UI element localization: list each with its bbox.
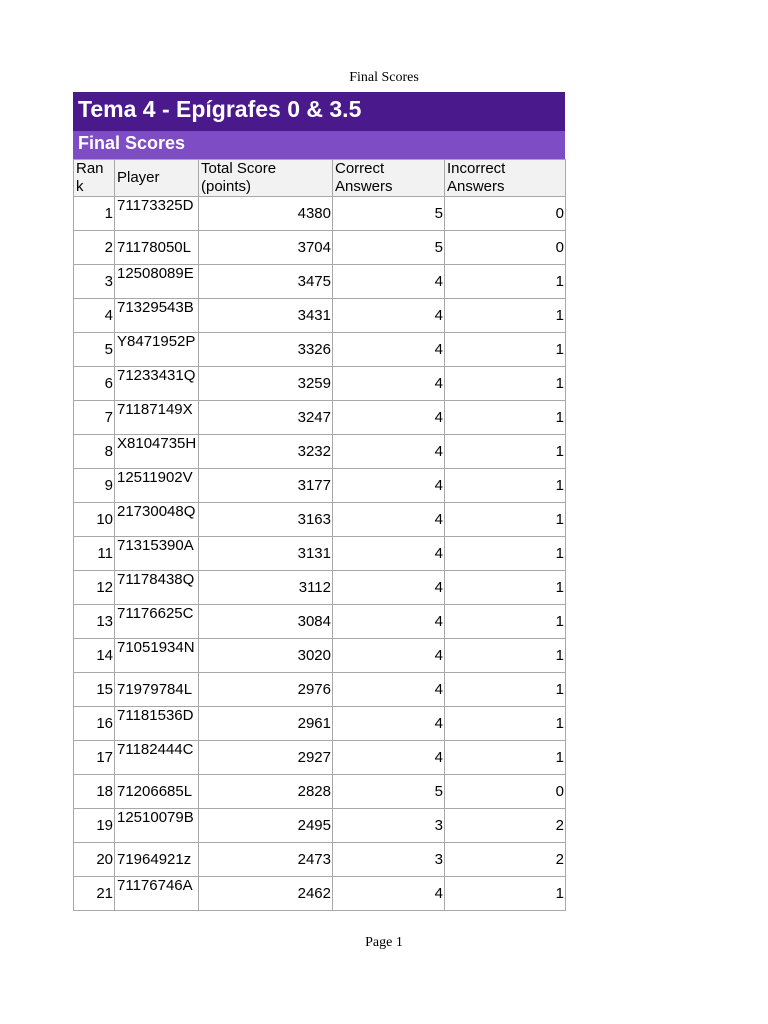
correct-cell: 4 bbox=[333, 707, 445, 741]
incorrect-cell: 1 bbox=[445, 367, 566, 401]
total-score-cell: 3431 bbox=[199, 299, 333, 333]
player-cell: 12511902V bbox=[115, 469, 199, 503]
table-row bbox=[74, 809, 566, 843]
player-cell: 71979784L bbox=[115, 673, 199, 707]
rank-cell: 6 bbox=[74, 367, 115, 401]
table-row bbox=[74, 605, 566, 639]
correct-cell: 4 bbox=[333, 741, 445, 775]
player-cell: 71176625C bbox=[115, 605, 199, 639]
table-row bbox=[74, 707, 566, 741]
correct-cell: 4 bbox=[333, 333, 445, 367]
player-cell: 71173325D bbox=[115, 197, 199, 231]
incorrect-cell: 1 bbox=[445, 639, 566, 673]
rank-cell: 20 bbox=[74, 843, 115, 877]
incorrect-cell: 1 bbox=[445, 741, 566, 775]
table-row bbox=[74, 197, 566, 231]
total-score-cell: 2462 bbox=[199, 877, 333, 911]
total-score-cell: 2976 bbox=[199, 673, 333, 707]
table-row bbox=[74, 231, 566, 265]
correct-cell: 4 bbox=[333, 367, 445, 401]
correct-cell: 4 bbox=[333, 639, 445, 673]
rank-cell: 1 bbox=[74, 197, 115, 231]
table-row bbox=[74, 571, 566, 605]
rank-cell: 10 bbox=[74, 503, 115, 537]
correct-cell: 4 bbox=[333, 401, 445, 435]
header-incorrect bbox=[445, 160, 566, 197]
total-score-cell: 3247 bbox=[199, 401, 333, 435]
sheet-title: Tema 4 - Epígrafes 0 & 3.5 bbox=[73, 92, 565, 131]
correct-cell: 4 bbox=[333, 435, 445, 469]
total-score-cell: 3163 bbox=[199, 503, 333, 537]
total-score-cell: 3177 bbox=[199, 469, 333, 503]
table-row bbox=[74, 673, 566, 707]
correct-cell: 4 bbox=[333, 503, 445, 537]
rank-cell: 8 bbox=[74, 435, 115, 469]
score-sheet bbox=[73, 92, 565, 911]
player-cell: 71206685L bbox=[115, 775, 199, 809]
total-score-cell: 2961 bbox=[199, 707, 333, 741]
table-row bbox=[74, 639, 566, 673]
total-score-cell: 3232 bbox=[199, 435, 333, 469]
table-row bbox=[74, 741, 566, 775]
rank-cell: 13 bbox=[74, 605, 115, 639]
incorrect-cell: 0 bbox=[445, 775, 566, 809]
incorrect-cell: 0 bbox=[445, 231, 566, 265]
incorrect-cell: 1 bbox=[445, 537, 566, 571]
rank-cell: 7 bbox=[74, 401, 115, 435]
total-score-cell: 3084 bbox=[199, 605, 333, 639]
rank-cell: 15 bbox=[74, 673, 115, 707]
total-score-cell: 2927 bbox=[199, 741, 333, 775]
correct-cell: 5 bbox=[333, 775, 445, 809]
table-row bbox=[74, 537, 566, 571]
incorrect-cell: 2 bbox=[445, 843, 566, 877]
incorrect-cell: 1 bbox=[445, 299, 566, 333]
correct-cell: 4 bbox=[333, 673, 445, 707]
incorrect-cell: 1 bbox=[445, 265, 566, 299]
rank-cell: 17 bbox=[74, 741, 115, 775]
table-row bbox=[74, 401, 566, 435]
rank-cell: 12 bbox=[74, 571, 115, 605]
player-cell: 12508089E bbox=[115, 265, 199, 299]
correct-cell: 5 bbox=[333, 197, 445, 231]
total-score-cell: 3259 bbox=[199, 367, 333, 401]
player-cell: 71178050L bbox=[115, 231, 199, 265]
header-correct-label: Correct Answers bbox=[335, 160, 393, 195]
table-row bbox=[74, 877, 566, 911]
correct-cell: 4 bbox=[333, 877, 445, 911]
total-score-cell: 3475 bbox=[199, 265, 333, 299]
header-player-label: Player bbox=[117, 169, 160, 186]
total-score-cell: 3704 bbox=[199, 231, 333, 265]
rank-cell: 9 bbox=[74, 469, 115, 503]
rank-cell: 2 bbox=[74, 231, 115, 265]
player-cell: X8104735H bbox=[115, 435, 199, 469]
table-header-row bbox=[74, 160, 566, 197]
player-cell: 71051934N bbox=[115, 639, 199, 673]
header-correct bbox=[333, 160, 445, 197]
player-cell: 71181536D bbox=[115, 707, 199, 741]
page-footer: Page 1 bbox=[365, 935, 403, 950]
player-cell: 71182444C bbox=[115, 741, 199, 775]
page-header: Final Scores bbox=[349, 70, 419, 85]
table-row bbox=[74, 435, 566, 469]
rank-cell: 14 bbox=[74, 639, 115, 673]
incorrect-cell: 1 bbox=[445, 877, 566, 911]
incorrect-cell: 1 bbox=[445, 571, 566, 605]
correct-cell: 3 bbox=[333, 843, 445, 877]
rank-cell: 4 bbox=[74, 299, 115, 333]
player-cell: 71187149X bbox=[115, 401, 199, 435]
incorrect-cell: 2 bbox=[445, 809, 566, 843]
table-row bbox=[74, 503, 566, 537]
table-row bbox=[74, 299, 566, 333]
header-rank-label: Ran k bbox=[76, 160, 104, 195]
incorrect-cell: 1 bbox=[445, 401, 566, 435]
total-score-cell: 2828 bbox=[199, 775, 333, 809]
rank-cell: 3 bbox=[74, 265, 115, 299]
total-score-cell: 3326 bbox=[199, 333, 333, 367]
header-player bbox=[115, 160, 199, 197]
correct-cell: 4 bbox=[333, 605, 445, 639]
rank-cell: 16 bbox=[74, 707, 115, 741]
player-cell: 71329543B bbox=[115, 299, 199, 333]
player-cell: 71964921z bbox=[115, 843, 199, 877]
player-cell: 71176746A bbox=[115, 877, 199, 911]
correct-cell: 3 bbox=[333, 809, 445, 843]
header-rank bbox=[74, 160, 115, 197]
correct-cell: 5 bbox=[333, 231, 445, 265]
correct-cell: 4 bbox=[333, 299, 445, 333]
player-cell: 21730048Q bbox=[115, 503, 199, 537]
header-total-score-label: Total Score (points) bbox=[201, 160, 277, 195]
correct-cell: 4 bbox=[333, 571, 445, 605]
total-score-cell: 2495 bbox=[199, 809, 333, 843]
header-incorrect-label: Incorrect Answers bbox=[447, 160, 506, 195]
incorrect-cell: 1 bbox=[445, 503, 566, 537]
total-score-cell: 2473 bbox=[199, 843, 333, 877]
player-cell: 12510079B bbox=[115, 809, 199, 843]
total-score-cell: 3112 bbox=[199, 571, 333, 605]
table-row bbox=[74, 367, 566, 401]
table-row bbox=[74, 469, 566, 503]
sheet-subtitle: Final Scores bbox=[73, 131, 565, 159]
total-score-cell: 4380 bbox=[199, 197, 333, 231]
incorrect-cell: 1 bbox=[445, 673, 566, 707]
player-cell: 71315390A bbox=[115, 537, 199, 571]
player-cell: 71178438Q bbox=[115, 571, 199, 605]
incorrect-cell: 1 bbox=[445, 333, 566, 367]
scores-table bbox=[73, 159, 566, 911]
table-row bbox=[74, 775, 566, 809]
player-cell: Y8471952P bbox=[115, 333, 199, 367]
correct-cell: 4 bbox=[333, 265, 445, 299]
total-score-cell: 3020 bbox=[199, 639, 333, 673]
rank-cell: 5 bbox=[74, 333, 115, 367]
table-row bbox=[74, 333, 566, 367]
incorrect-cell: 1 bbox=[445, 469, 566, 503]
correct-cell: 4 bbox=[333, 469, 445, 503]
incorrect-cell: 0 bbox=[445, 197, 566, 231]
incorrect-cell: 1 bbox=[445, 605, 566, 639]
table-row bbox=[74, 843, 566, 877]
header-total-score bbox=[199, 160, 333, 197]
rank-cell: 18 bbox=[74, 775, 115, 809]
rank-cell: 21 bbox=[74, 877, 115, 911]
rank-cell: 11 bbox=[74, 537, 115, 571]
incorrect-cell: 1 bbox=[445, 435, 566, 469]
incorrect-cell: 1 bbox=[445, 707, 566, 741]
table-row bbox=[74, 265, 566, 299]
correct-cell: 4 bbox=[333, 537, 445, 571]
player-cell: 71233431Q bbox=[115, 367, 199, 401]
total-score-cell: 3131 bbox=[199, 537, 333, 571]
rank-cell: 19 bbox=[74, 809, 115, 843]
